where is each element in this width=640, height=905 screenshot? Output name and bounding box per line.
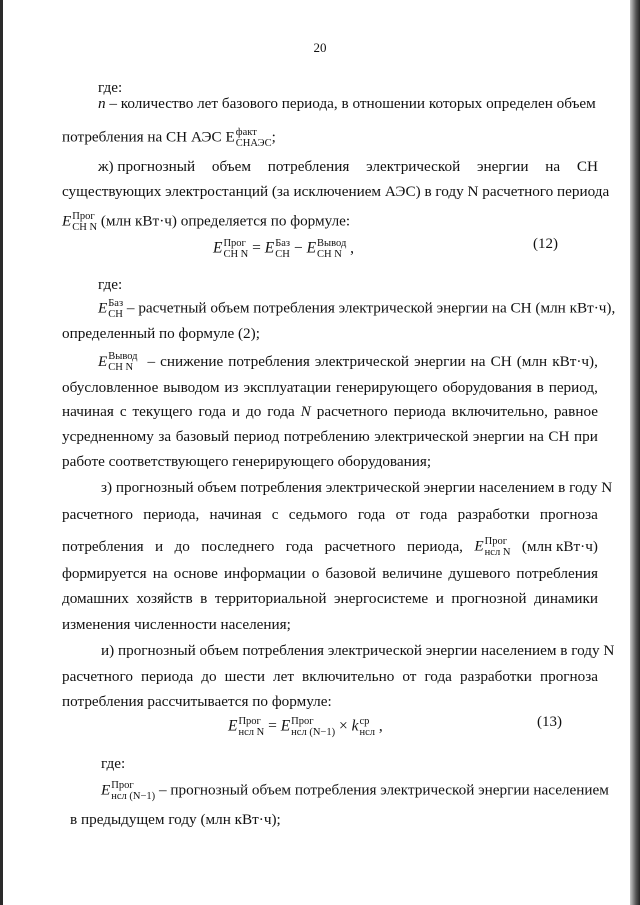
text-line-11: обусловленное выводом из эксплуатации генерирующего оборудования в период, bbox=[62, 379, 598, 396]
text-line-3: потребления на СН АЭС E факт СНАЭС ; bbox=[62, 127, 276, 149]
text-line-25: E Прог нсл (N−1) – прогнозный объем потребления электрической энергии населением bbox=[101, 780, 609, 802]
text-line-13: усредненному за базовый период потреблению электрической энергии на СН при bbox=[62, 428, 598, 445]
text-line-21: и) прогнозный объем потребления электрической энергии населением в году N bbox=[101, 642, 615, 659]
text-line-5: существующих электростанций (за исключением АЭС) в году N расчетного периода bbox=[62, 183, 610, 200]
text-line-24: где: bbox=[101, 755, 126, 772]
text-line-15: з) прогнозный объем потребления электрической энергии населением в году N bbox=[101, 479, 613, 496]
page-number: 20 bbox=[313, 40, 327, 55]
variable-n: n bbox=[98, 95, 106, 112]
text-line-22: расчетного периода до шести лет включительно от года разработки прогноза bbox=[62, 668, 598, 685]
text-line-12: начиная с текущего года и до года N расчетного периода включительно, равное bbox=[62, 403, 598, 420]
formula-12: E Прог CH N = E Баз CH − E Вывод CH N , bbox=[213, 238, 355, 260]
text-line-26: в предыдущем году (млн кВт·ч); bbox=[70, 811, 281, 828]
text-line-23: потребления рассчитывается по формуле: bbox=[62, 693, 332, 710]
equation-number-12: (12) bbox=[533, 236, 558, 252]
text-line-20: изменения численности населения; bbox=[62, 616, 291, 633]
text-line-6: E Прог CH N (млн кВт·ч) определяется по формуле: bbox=[62, 211, 351, 233]
text-line-14: работе соответствующего генерирующего оборудования; bbox=[62, 453, 432, 470]
text-line-7: где: bbox=[98, 276, 123, 293]
text-line-17: потребления и до последнего года расчетного периода, E Прог нсл N (млн кВт·ч) bbox=[62, 536, 598, 558]
text-line-2: n – количество лет базового периода, в отношении которых определен объем bbox=[98, 95, 596, 112]
text-line-10: E Вывод CH N – снижение потребления электрической энергии на СН (млн кВт·ч), bbox=[98, 351, 598, 373]
text-line-1: где: bbox=[98, 79, 123, 96]
equation-number-13: (13) bbox=[537, 714, 562, 730]
formula-13: E Прог нсл N = E Прог нсл (N−1) × k ср нсл , bbox=[228, 716, 383, 738]
text-line-8: E Баз CH – расчетный объем потребления электрической энергии на СН (млн кВт·ч), bbox=[98, 298, 616, 320]
text-line-9: определенный по формуле (2); bbox=[62, 325, 260, 342]
scan-left-edge bbox=[0, 0, 3, 905]
symbol-E-nsl-N: E Прог нсл N bbox=[474, 536, 511, 558]
text-line-4: ж) прогнозный объем потребления электрической энергии на СН bbox=[98, 158, 598, 175]
scan-right-edge bbox=[630, 0, 640, 905]
symbol-indices: факт СНАЭС bbox=[235, 127, 272, 149]
text-line-18: формируется на основе информации о базовой величине душевого потребления bbox=[62, 565, 598, 582]
text-line-16: расчетного периода, начиная с седьмого года от года разработки прогноза bbox=[62, 506, 598, 523]
text-line-19: домашних хозяйств в территориальной энергосистеме и прогнозной динамики bbox=[62, 590, 598, 607]
